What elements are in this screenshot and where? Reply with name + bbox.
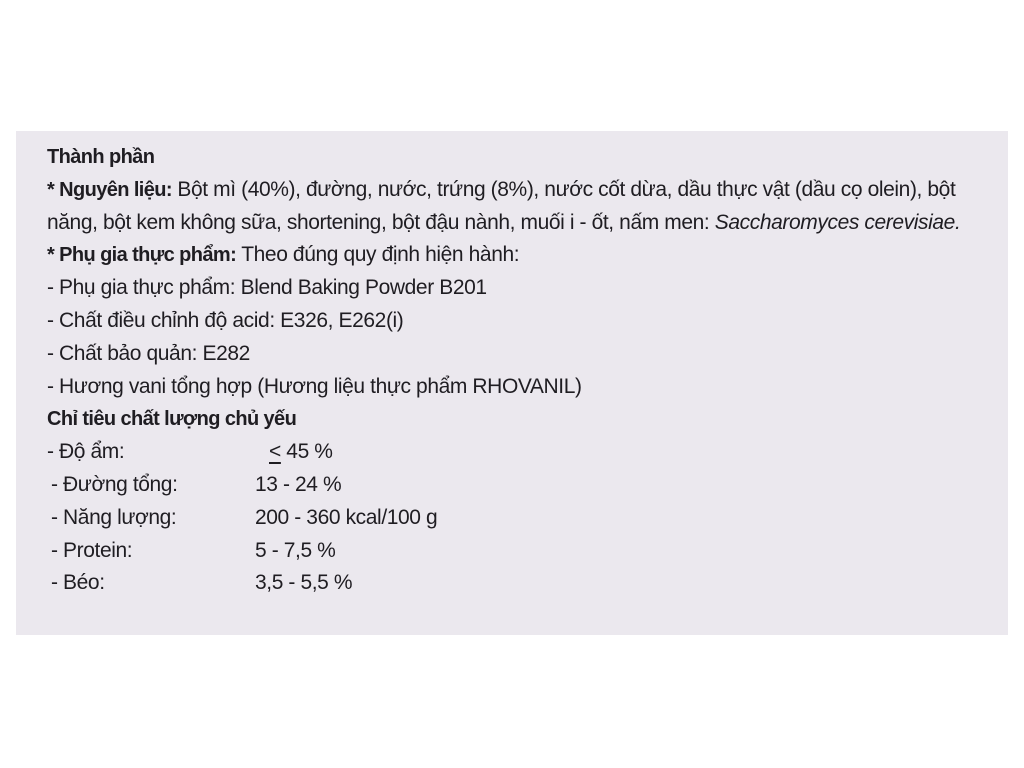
spec-value: 5 - 7,5 %	[255, 538, 336, 562]
quality-title: Chỉ tiêu chất lượng chủ yếu	[47, 408, 297, 431]
additive-item: - Hương vani tổng hợp (Hương liệu thực phẩm RHOVANIL)	[47, 374, 582, 398]
raw-materials-text-2: năng, bột kem không sữa, shortening, bột đậu nành, muối i - ốt, nấm men:	[47, 210, 715, 234]
spec-value: 3,5 - 5,5 %	[255, 571, 353, 595]
additives-line	[47, 239, 987, 272]
additive-item: - Phụ gia thực phẩm: Blend Baking Powder B201	[47, 276, 487, 300]
label-text-block	[47, 141, 987, 600]
quality-spec-row	[47, 436, 987, 469]
product-label-panel	[16, 131, 1008, 635]
spec-label: - Béo:	[51, 571, 105, 595]
spec-label: - Protein:	[51, 538, 133, 562]
spec-value: 13 - 24 %	[255, 472, 342, 496]
yeast-species: Saccharomyces cerevisiae.	[714, 210, 961, 234]
quality-spec-row	[47, 502, 987, 535]
raw-materials-line-2	[47, 207, 987, 240]
additives-label: * Phụ gia thực phẩm:	[47, 244, 237, 267]
spec-label: - Đường tổng:	[51, 472, 178, 496]
quality-spec-row	[47, 535, 987, 568]
spec-value: < 45 %	[269, 440, 333, 464]
quality-spec-row	[47, 567, 987, 600]
additives-text: Theo đúng quy định hiện hành:	[236, 243, 520, 267]
additive-item: - Chất điều chỉnh độ acid: E326, E262(i)	[47, 308, 404, 332]
spec-label: - Năng lượng:	[51, 505, 177, 529]
raw-materials-text-1: Bột mì (40%), đường, nước, trứng (8%), nước cốt dừa, dầu thực vật (dầu cọ olein), bột	[171, 177, 956, 201]
spec-value: 200 - 360 kcal/100 g	[255, 505, 438, 529]
ingredients-title: Thành phần	[47, 146, 155, 168]
quality-spec-row	[47, 469, 987, 502]
additive-item: - Chất bảo quản: E282	[47, 341, 250, 365]
raw-materials-label: * Nguyên liệu:	[47, 178, 172, 201]
spec-label: - Độ ẩm:	[47, 440, 125, 464]
less-or-equal-sign: <	[269, 440, 281, 464]
raw-materials-line-1	[47, 174, 987, 207]
